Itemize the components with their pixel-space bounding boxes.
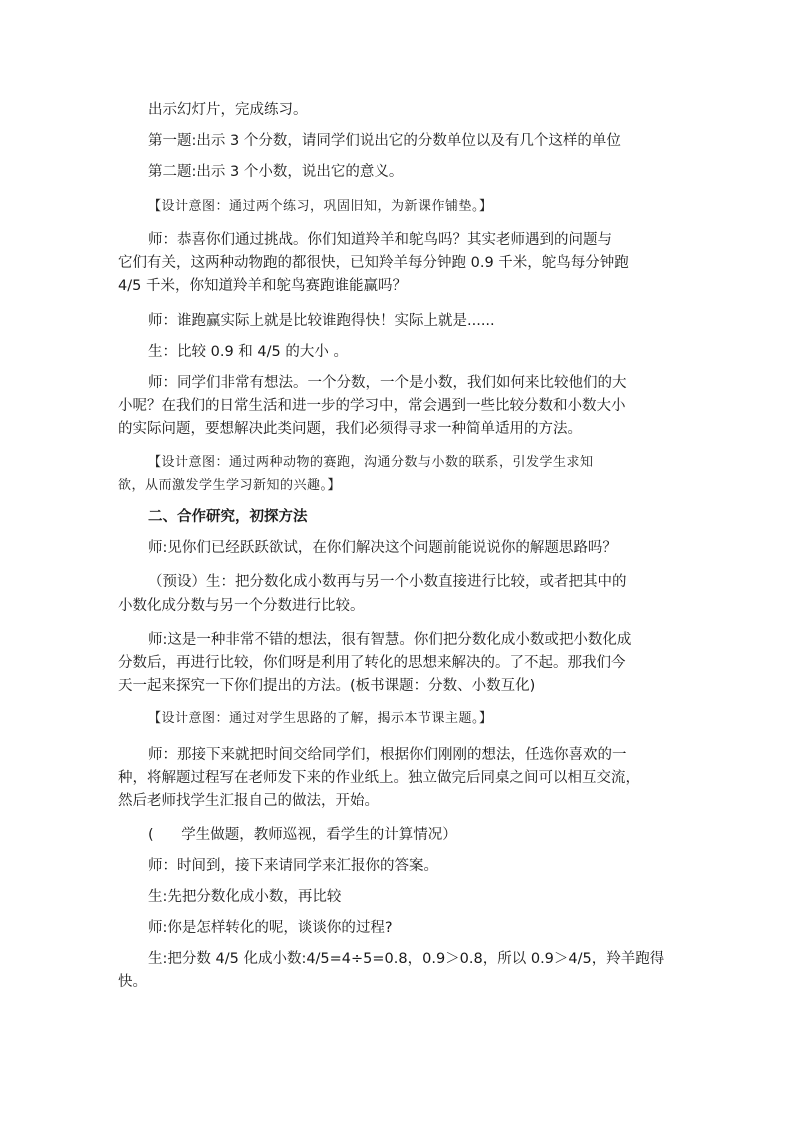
- paragraph-line: 生：比较 0.9 和 4/5 的大小 。: [148, 344, 348, 360]
- paragraph-line: 然后老师找学生汇报自己的做法，开始。: [118, 793, 379, 809]
- paragraph-line: 小数化成分数与另一个分数进行比较。: [118, 598, 365, 614]
- paragraph-line: 师:这是一种非常不错的想法，很有智慧。你们把分数化成小数或把小数化成: [148, 632, 632, 648]
- paragraph-line: 4/5 千米，你知道羚羊和鸵鸟赛跑谁能赢吗？: [118, 278, 407, 294]
- paragraph-line: 师：那接下来就把时间交给同学们，根据你们刚刚的想法，任选你喜欢的一: [148, 747, 627, 763]
- paragraph-line: ( 学生做题，教师巡视，看学生的计算情况）: [148, 827, 457, 843]
- paragraph-line: （预设）生：把分数化成小数再与另一个小数直接进行比较，或者把其中的: [148, 574, 627, 590]
- paragraph-line: 师：同学们非常有想法。一个分数，一个是小数，我们如何来比较他们的大: [148, 375, 627, 391]
- paragraph-line: 快。: [118, 974, 147, 990]
- design-intent-note: 【设计意图：通过两个练习，巩固旧知，为新课作铺垫。】: [148, 199, 493, 214]
- paragraph-line: 的实际问题，要想解决此类问题，我们必须得寻求一种简单适用的方法。: [118, 421, 582, 437]
- paragraph-line: 出示幻灯片，完成练习。: [148, 102, 308, 118]
- paragraph-line: 师：恭喜你们通过挑战。你们知道羚羊和鸵鸟吗？其实老师遇到的问题与: [148, 232, 612, 248]
- paragraph-line: 小呢？在我们的日常生活和进一步的学习中，常会遇到一些比较分数和小数大小: [118, 398, 626, 414]
- paragraph-line: 分数后，再进行比较，你们呀是利用了转化的思想来解决的。了不起。那我们今: [118, 655, 626, 671]
- paragraph-line: 第二题:出示 3 个小数，说出它的意义。: [148, 164, 404, 180]
- paragraph-line: 师:见你们已经跃跃欲试，在你们解决这个问题前能说说你的解题思路吗？: [148, 540, 617, 556]
- paragraph-line: 它们有关，这两种动物跑的都很快，已知羚羊每分钟跑 0.9 千米，鸵鸟每分钟跑: [118, 255, 629, 271]
- paragraph-line: 师:你是怎样转化的呢，谈谈你的过程?: [148, 920, 393, 936]
- paragraph-line: 生:先把分数化成小数，再比较: [148, 889, 342, 905]
- section-heading: 二、合作研究，初探方法: [148, 509, 308, 525]
- paragraph-line: 生:把分数 4/5 化成小数:4/5=4÷5=0.8，0.9＞0.8，所以 0.9＞4/5，羚羊跑得: [148, 951, 665, 967]
- paragraph-line: 师：时间到，接下来请同学来汇报你的答案。: [148, 858, 438, 874]
- paragraph-line: 师：谁跑赢实际上就是比较谁跑得快！实际上就是......: [148, 313, 495, 329]
- design-intent-note: 【设计意图：通过对学生思路的了解，揭示本节课主题。】: [148, 711, 493, 726]
- design-intent-note: 欲，从而激发学生学习新知的兴趣。】: [118, 478, 342, 493]
- design-intent-note: 【设计意图：通过两种动物的赛跑，沟通分数与小数的联系，引发学生求知: [148, 455, 594, 470]
- paragraph-line: 种，将解题过程写在老师发下来的作业纸上。独立做完后同桌之间可以相互交流，: [118, 770, 640, 786]
- paragraph-line: 第一题:出示 3 个分数，请同学们说出它的分数单位以及有几个这样的单位: [148, 133, 621, 149]
- paragraph-line: 天一起来探究一下你们提出的方法。(板书课题：分数、小数互化): [118, 678, 536, 694]
